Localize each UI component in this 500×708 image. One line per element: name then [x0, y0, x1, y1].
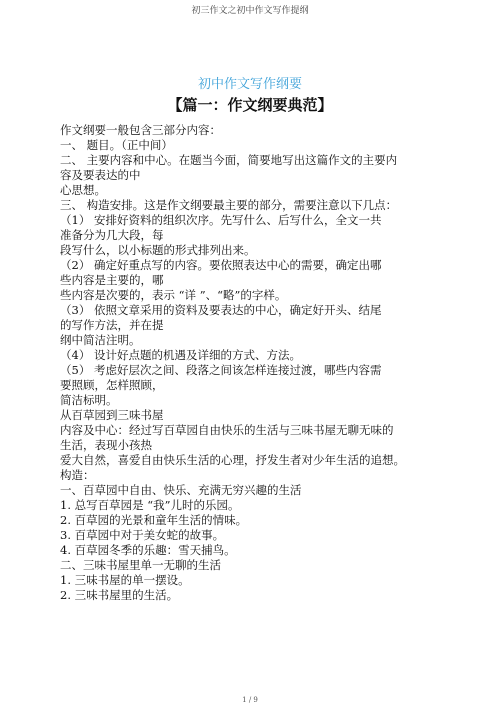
body-line: 构造：: [60, 468, 95, 482]
body-line: 3. 百草园中对于美女蛇的故事。: [60, 528, 225, 542]
body-line: 生活，表现小孩热: [60, 438, 152, 452]
section-title: 【篇一：作文纲要典范】: [167, 96, 333, 114]
body-line: （5） 考虑好层次之间、段落之间该怎样连接过渡，哪些内容需: [60, 363, 382, 377]
body-line: 些内容是次要的，表示 “详 ”、“略”的字样。: [60, 288, 287, 302]
body-line: 从百草园到三味书屋: [60, 408, 164, 422]
body-line: 4. 百草园冬季的乐趣：雪天捕鸟。: [60, 543, 236, 557]
body-line: 二、 主要内容和中心。在题当今面，简要地写出这篇作文的主要内: [60, 153, 398, 167]
body-line: 一、百草园中自由、快乐、充满无穷兴趣的生活: [60, 483, 302, 497]
body-line: 作文纲要一般包含三部分内容：: [60, 123, 221, 137]
document-body: [60, 123, 445, 603]
body-line: （1） 安排好资料的组织次序。先写什么、后写什么，全文一共: [60, 213, 382, 227]
body-line: 1. 三味书屋的单一摆设。: [60, 573, 190, 587]
body-line: 内容及中心：经过写百草园自由快乐的生活与三味书屋无聊无味的: [60, 423, 394, 437]
body-line: 段写什么，以小标题的形式排列出来。: [60, 243, 256, 257]
body-line: 爱大自然，喜爱自由快乐生活的心理，抒发生者对少年生活的追想。: [60, 453, 405, 467]
body-line: 要照顾，怎样照顾，: [60, 378, 164, 392]
body-line: 简洁标明。: [60, 393, 118, 407]
body-line: 准备分为几大段，每: [60, 228, 164, 242]
body-line: 心思想。: [60, 183, 106, 197]
body-line: 三、 构造安排。这是作文纲要最主要的部分，需要注意以下几点：: [60, 198, 398, 212]
body-line: 一、 题目。（正中间）: [60, 138, 173, 152]
body-line: 2. 百草园的光景和童年生活的情味。: [60, 513, 248, 527]
page-header: 初三作文之初中作文写作提纲: [191, 6, 309, 16]
body-line: 纲中简洁注明。: [60, 333, 141, 347]
document-title: 初中作文写作纲要: [197, 77, 302, 92]
body-line: 1. 总写百草园是 “我”儿时的乐园。: [60, 498, 240, 512]
page-number: 1 / 9: [242, 696, 258, 704]
body-line: （2） 确定好重点写的内容。要依照表达中心的需要，确定出哪: [60, 258, 382, 272]
body-line: 的写作方法，并在提: [60, 318, 164, 332]
body-line: （4） 设计好点题的机遇及详细的方式、方法。: [60, 348, 301, 362]
body-line: （3） 依照文章采用的资料及要表达的中心，确定好开头、结尾: [60, 303, 382, 317]
body-line: 些内容是主要的，哪: [60, 273, 164, 287]
body-line: 2. 三味书屋里的生活。: [60, 588, 179, 602]
body-line: 二、三味书屋里单一无聊的生活: [60, 558, 221, 572]
body-line: 容及要表达的中: [60, 168, 141, 182]
